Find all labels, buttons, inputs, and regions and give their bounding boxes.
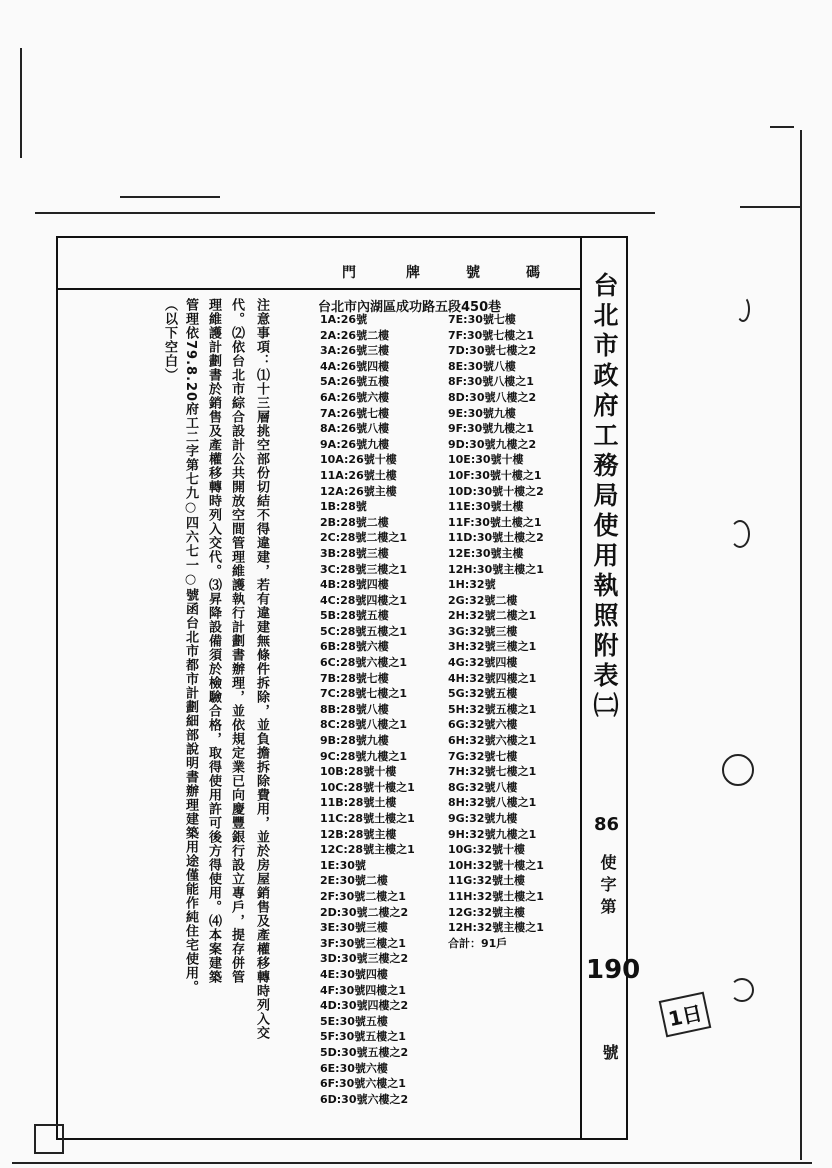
address-entry: 6A:26號六樓 (320, 390, 390, 404)
address-entry: 11D:30號土樓之2 (448, 531, 544, 545)
address-entry: 8A:26號八樓 (320, 422, 390, 436)
address-entry: 8F:30號八樓之1 (448, 375, 534, 389)
address-entry: 7F:30號七樓之1 (448, 328, 534, 342)
address-entry: 5C:28號五樓之1 (320, 624, 408, 638)
notes-line-2: 代。⑵依台北市綜合設計公共開放空間管理維護執行計劃書辦理，並依規定業已向慶豐銀行設立專戶，提存併管 (229, 298, 244, 984)
address-entry: 11E:30號土樓 (448, 500, 524, 514)
address-entry: 8E:30號八樓 (448, 359, 516, 373)
address: 台北市內湖區成功路五段450巷 (318, 300, 502, 315)
address-entry: 2C:28號二樓之1 (320, 531, 408, 545)
address-entry: 4C:28號四樓之1 (320, 593, 408, 607)
corner-mark (34, 1124, 64, 1154)
address-entry: 12E:30號主樓 (448, 546, 524, 560)
address-entry: 3B:28號三樓 (320, 546, 389, 560)
address-entry: 5H:32號五樓之1 (448, 702, 537, 716)
address-entry: 12H:30號主樓之1 (448, 562, 544, 576)
address-entry: 4G:32號四樓 (448, 656, 518, 670)
address-entry: 7H:32號七樓之1 (448, 765, 537, 779)
address-entry: 8G:32號八樓 (448, 780, 518, 794)
address-entry: 11A:26號土樓 (320, 468, 397, 482)
address-list-right (448, 312, 544, 951)
address-entry: 2A:26號二樓 (320, 328, 390, 342)
address-entry: 2D:30號二樓之2 (320, 905, 409, 919)
address-entry: 4B:28號四樓 (320, 578, 389, 592)
address-entry: 8B:28號八樓 (320, 702, 389, 716)
address-entry: 2H:32號二樓之1 (448, 609, 537, 623)
address-entry: 9E:30號九樓 (448, 406, 516, 420)
punch-hole-mark (722, 754, 754, 786)
address-entry: 6H:32號六樓之1 (448, 734, 537, 748)
address-entry: 6B:28號六樓 (320, 640, 389, 654)
address-entry: 8H:32號八樓之1 (448, 796, 537, 810)
address-entry: 合計：91戶 (448, 936, 508, 950)
address-entry: 11H:32號土樓之1 (448, 889, 544, 903)
address-entry: 5B:28號五樓 (320, 609, 389, 623)
form-title: 台北市政府工務局使用執照附表㈡ (590, 272, 619, 722)
address-entry: 10D:30號十樓之2 (448, 484, 544, 498)
address-entry: 3F:30號三樓之1 (320, 936, 406, 950)
address-entry: 4A:26號四樓 (320, 359, 390, 373)
address-entry: 9G:32號九樓 (448, 812, 518, 825)
address-entry: 10B:28號十樓 (320, 765, 397, 779)
address-entry: 8C:28號八樓之1 (320, 718, 408, 732)
scan-line (740, 206, 800, 208)
address-entry: 7B:28號七樓 (320, 671, 389, 685)
license-type: 使字第 (598, 854, 617, 920)
address-entry: 5A:26號五樓 (320, 375, 390, 389)
address-entry: 3A:26號三樓 (320, 344, 390, 358)
address-entry: 7D:30號七樓之2 (448, 344, 537, 358)
address-entry: 9A:26號九樓 (320, 437, 390, 451)
address-entry: 6G:32號六樓 (448, 718, 518, 732)
scan-line (35, 212, 655, 214)
address-entry: 10A:26號十樓 (320, 453, 397, 467)
address-entry: 2F:30號二樓之1 (320, 889, 406, 903)
address-entry: 10G:32號十樓 (448, 843, 526, 857)
punch-hole-mark (730, 978, 754, 1002)
punch-hole-mark (736, 296, 750, 322)
address-entry: 4E:30號四樓 (320, 967, 388, 981)
license-suffix: 號 (600, 1044, 619, 1060)
address-entry: 7A:26號七樓 (320, 406, 390, 420)
header-row (58, 258, 580, 290)
address-entry: 3G:32號三樓 (448, 624, 518, 638)
header-char: 碼 (526, 265, 540, 281)
address-entry: 4D:30號四樓之2 (320, 999, 409, 1013)
address-entry: 11F:30號土樓之1 (448, 515, 542, 529)
address-entry: 10H:32號十樓之1 (448, 858, 544, 872)
address-entry: 9C:28號九樓之1 (320, 749, 408, 763)
license-number: 190 (586, 955, 641, 985)
address-entry: 7E:30號七樓 (448, 313, 516, 326)
scan-line (120, 196, 220, 198)
scan-line (12, 1162, 812, 1164)
address-entry: 5E:30號五樓 (320, 1014, 388, 1028)
address-entry: 4F:30號四樓之1 (320, 983, 406, 997)
address-entry: 6E:30號六樓 (320, 1061, 388, 1075)
address-entry: 12C:28號主樓之1 (320, 843, 415, 857)
address-entry: 12B:28號主樓 (320, 827, 397, 841)
license-year: 86 (594, 814, 620, 835)
punch-hole-mark (730, 520, 750, 548)
header-char: 號 (466, 265, 480, 281)
address-entry: 5G:32號五樓 (448, 687, 518, 701)
address-entry: 12G:32號主樓 (448, 905, 526, 919)
address-entry: 11B:28號土樓 (320, 796, 397, 810)
address-entry: 12H:32號主樓之1 (448, 921, 544, 935)
address-entry: 10F:30號十樓之1 (448, 468, 542, 482)
address-entry: 3H:32號三樓之1 (448, 640, 537, 654)
address-entry: 2B:28號二樓 (320, 515, 389, 529)
scan-line (20, 48, 22, 158)
address-entry: 11C:28號土樓之1 (320, 812, 415, 825)
address-entry: 12A:26號主樓 (320, 484, 397, 498)
address-entry: 3E:30號三樓 (320, 921, 388, 935)
address-entry: 1E:30號 (320, 858, 366, 872)
address-entry: 3C:28號三樓之1 (320, 562, 408, 576)
header-char: 門 (342, 265, 356, 281)
address-entry: 8D:30號八樓之2 (448, 390, 537, 404)
address-entry: 1H:32號 (448, 578, 496, 592)
scan-line (800, 130, 802, 1160)
address-entry: 1B:28號 (320, 500, 367, 514)
address-entry: 4H:32號四樓之1 (448, 671, 537, 685)
address-entry: 5F:30號五樓之1 (320, 1030, 406, 1044)
address-entry: 7G:32號七樓 (448, 749, 518, 763)
scan-line (770, 126, 794, 128)
address-entry: 6C:28號六樓之1 (320, 656, 408, 670)
notes-blank: （以下空白） (162, 298, 177, 382)
address-entry: 5D:30號五樓之2 (320, 1045, 409, 1059)
notes-line-1: 注意事項：⑴十三層挑空部份切結不得違建，若有違建無條件拆除，並負擔拆除費用，並於房屋銷售及產權移轉時列入交 (254, 298, 269, 1040)
address-entry: 3D:30號三樓之2 (320, 952, 409, 966)
address-entry: 6F:30號六樓之1 (320, 1077, 406, 1091)
address-entry: 6D:30號六樓之2 (320, 1092, 409, 1106)
address-entry: 2E:30號二樓 (320, 874, 388, 888)
address-entry: 9H:32號九樓之1 (448, 827, 537, 841)
address-entry: 10E:30號十樓 (448, 453, 524, 467)
address-entry: 9F:30號九樓之1 (448, 422, 534, 436)
notes-line-3: 理維護計劃書於銷售及產權移轉時列入交代。⑶昇降設備須於檢驗合格，取得使用許可後方得使用。⑷本案建築 (206, 298, 221, 984)
notes-line-4: 管理依79.8.20府工二字第七九○四六七一○號函台北市都市計劃細部說明書辦理建築用途僅能作純住宅使用。 (183, 298, 198, 995)
address-list-left (320, 312, 415, 1107)
address-entry: 1A:26號 (320, 313, 368, 326)
title-divider (580, 236, 582, 1140)
stamp: 1日 (659, 992, 712, 1038)
address-entry: 9B:28號九樓 (320, 734, 389, 748)
address-entry: 9D:30號九樓之2 (448, 437, 537, 451)
address-entry: 2G:32號二樓 (448, 593, 518, 607)
address-entry: 7C:28號七樓之1 (320, 687, 408, 701)
address-entry: 11G:32號土樓 (448, 874, 526, 888)
header-char: 牌 (406, 265, 420, 281)
address-entry: 10C:28號十樓之1 (320, 780, 415, 794)
